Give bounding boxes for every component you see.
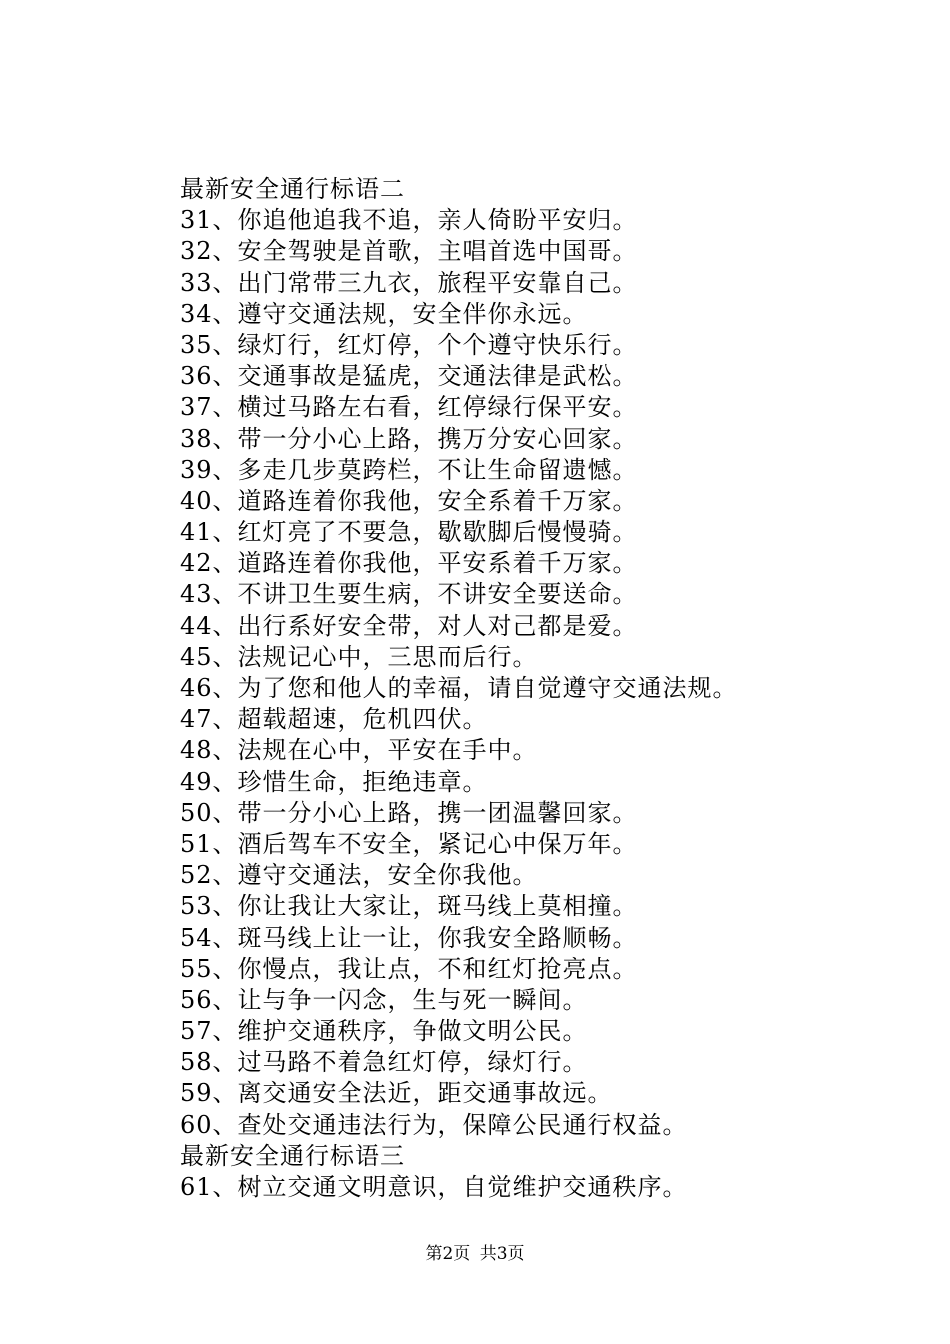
text-line: 45、法规记心中，三思而后行。 (180, 642, 538, 671)
text-line: 54、斑马线上让一让，你我安全路顺畅。 (180, 923, 638, 952)
text-line: 51、酒后驾车不安全，紧记心中保万年。 (180, 829, 638, 858)
text-line: 46、为了您和他人的幸福，请自觉遵守交通法规。 (180, 674, 738, 702)
text-line: 61、树立交通文明意识，自觉维护交通秩序。 (180, 1173, 688, 1201)
text-line: 60、查处交通违法行为，保障公民通行权益。 (180, 1110, 688, 1139)
text-line: 33、出门常带三九衣，旅程平安靠自己。 (180, 268, 638, 297)
text-line: 52、遵守交通法，安全你我他。 (180, 861, 538, 890)
text-line: 32、安全驾驶是首歌，主唱首选中国哥。 (180, 237, 638, 266)
text-line: 最新安全通行标语二 (180, 175, 405, 203)
text-line: 最新安全通行标语三 (180, 1141, 405, 1170)
text-line: 37、横过马路左右看，红停绿行保平安。 (180, 393, 638, 422)
text-line: 47、超载超速，危机四伏。 (180, 705, 488, 734)
text-line: 40、道路连着你我他，安全系着千万家。 (180, 486, 638, 515)
text-line: 49、珍惜生命，拒绝违章。 (180, 767, 488, 796)
text-line: 57、维护交通秩序，争做文明公民。 (180, 1017, 588, 1046)
text-line: 50、带一分小心上路，携一团温馨回家。 (180, 798, 638, 827)
text-line: 31、你追他追我不追，亲人倚盼平安归。 (180, 206, 638, 235)
text-line: 53、你让我让大家让，斑马线上莫相撞。 (180, 892, 638, 921)
text-line: 44、出行系好安全带，对人对己都是爱。 (180, 611, 638, 640)
page-number: 第2页 (425, 1244, 471, 1264)
text-line: 38、带一分小心上路，携万分安心回家。 (180, 424, 638, 453)
text-line: 59、离交通安全法近，距交通事故远。 (180, 1079, 613, 1108)
text-line: 34、遵守交通法规，安全伴你永远。 (180, 299, 588, 328)
page-footer (0, 1243, 950, 1265)
text-line: 39、多走几步莫跨栏，不让生命留遗憾。 (180, 455, 638, 484)
text-line: 35、绿灯行，红灯停，个个遵守快乐行。 (180, 330, 638, 359)
text-line: 36、交通事故是猛虎，交通法律是武松。 (180, 362, 638, 391)
text-line: 56、让与争一闪念，生与死一瞬间。 (180, 985, 588, 1014)
text-line: 58、过马路不着急红灯停，绿灯行。 (180, 1048, 588, 1077)
text-line: 48、法规在心中，平安在手中。 (180, 736, 538, 765)
text-line: 41、红灯亮了不要急，歇歇脚后慢慢骑。 (180, 518, 638, 547)
document-body (180, 174, 900, 1203)
text-line: 42、道路连着你我他，平安系着千万家。 (180, 549, 638, 578)
text-line: 55、你慢点，我让点，不和红灯抢亮点。 (180, 954, 638, 983)
page-total: 共3页 (479, 1244, 525, 1264)
text-line: 43、不讲卫生要生病，不讲安全要送命。 (180, 580, 638, 609)
